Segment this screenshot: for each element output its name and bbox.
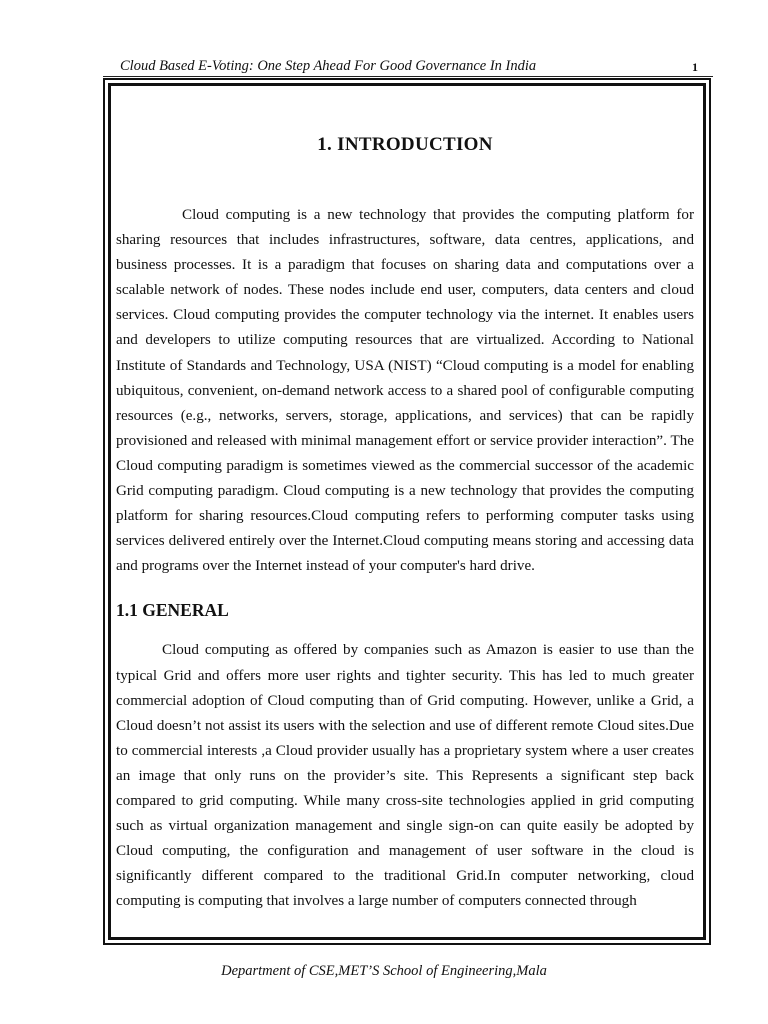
running-header — [118, 57, 698, 77]
general-paragraph: Cloud computing as offered by companies such as Amazon is easier to use than the typical Grid and offers more user rights and tighter security. This has led to much greater commercial adoption of Cloud computing than of Grid computing. However, unlike a Grid, a Cloud doesn’t not assist its users with the selection and use of different remote Cloud sites.Due to commercial interests ,a Cloud provider usually has a proprietary system where a user creates an image that only runs on the provider’s site. This Represents a significant step back compared to grid computing. While many cross-site technologies applied in grid computing such as virtual organization management and single sign-on can quite easily be adopted by Cloud computing, the configuration and management of user software in the cloud is significantly different compared to the traditional Grid.In computer networking, cloud computing is computing that involves a large number of computers connected through — [116, 642, 694, 910]
section-heading: 1.1 GENERAL — [116, 600, 229, 621]
page-number: 1 — [692, 60, 698, 74]
chapter-heading: 1. INTRODUCTION — [317, 134, 493, 155]
header-rule — [103, 76, 713, 77]
page-body — [116, 130, 694, 914]
introduction-paragraph: Cloud computing is a new technology that provides the computing platform for sharing resources that includes infrastructures, software, data centres, applications, and business processes. It is a paradigm that focuses on sharing data and computations over a scalable network of nodes. These nodes include end user, computers, data centers and cloud services. Cloud computing provides the computer technology via the internet. It enables users and developers to utilize computing resources that are virtualized. According to National Institute of Standards and Technology, USA (NIST) “Cloud computing is a model for enabling ubiquitous, convenient, on-demand network access to a shared pool of configurable computing resources (e.g., networks, servers, storage, applications, and services) that can be rapidly provisioned and released with minimal management effort or service provider interaction”. The Cloud computing paradigm is sometimes viewed as the commercial successor of the academic Grid computing paradigm. Cloud computing is a new technology that provides the computing platform for sharing resources.Cloud computing refers to performing computer tasks using services delivered entirely over the Internet.Cloud computing means storing and accessing data and programs over the Internet instead of your computer's hard drive. — [116, 207, 694, 575]
running-title: Cloud Based E-Voting: One Step Ahead For Good Governance In India — [120, 58, 537, 74]
page-footer: Department of CSE,MET’S School of Engineering,Mala — [221, 963, 547, 979]
